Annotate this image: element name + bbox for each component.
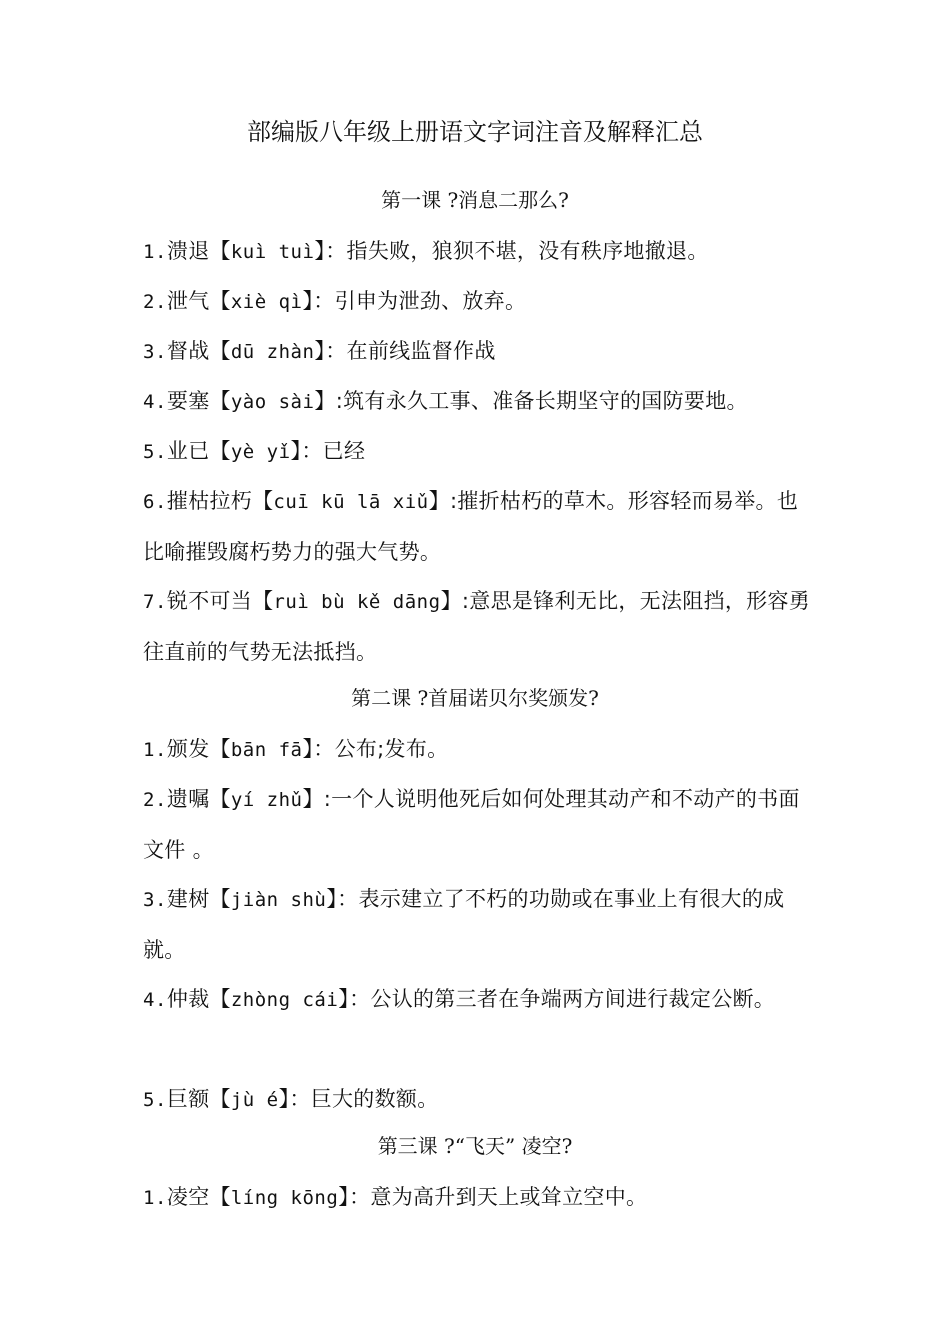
entry-pinyin: xiè qì bbox=[230, 291, 303, 313]
entry-word: 遗嘱 bbox=[166, 787, 210, 811]
entry-word: 锐不可当 bbox=[166, 589, 253, 613]
entry-pinyin: jiàn shù bbox=[230, 889, 327, 911]
entry-separator: ： bbox=[325, 339, 347, 363]
entry-separator: ： bbox=[337, 887, 359, 911]
vocab-entry: 5.业已【yè yǐ】：已经 bbox=[143, 439, 366, 463]
entry-number: 2. bbox=[143, 291, 167, 313]
entry-word: 业已 bbox=[166, 439, 210, 463]
entry-separator: ： bbox=[325, 239, 347, 263]
entry-pinyin: kuì tuì bbox=[230, 241, 315, 263]
entry-separator: : bbox=[461, 589, 470, 613]
vocab-entry: 2.遗嘱【yí zhǔ】:一个人说明他死后如何处理其动产和不动产的书面文件 。 bbox=[143, 787, 800, 862]
entry-definition: 意思是锋利无比，无法阻挡，形容勇往直前的气势无法抵挡。 bbox=[143, 589, 811, 664]
entry-definition: 引申为泄劲、放弃。 bbox=[334, 289, 527, 313]
section-title-lesson-2: 第二课 ?首届诺贝尔奖颁发? bbox=[351, 686, 599, 710]
entry-number: 1. bbox=[143, 241, 167, 263]
vocab-entry: 1.溃退【kuì tuì】：指失败，狼狈不堪，没有秩序地撤退。 bbox=[143, 239, 709, 263]
entry-number: 3. bbox=[143, 889, 167, 911]
entry-definition: 意为高升到天上或耸立空中。 bbox=[370, 1185, 648, 1209]
entry-word: 仲裁 bbox=[166, 987, 210, 1011]
entry-number: 7. bbox=[143, 591, 167, 613]
entry-separator: ： bbox=[313, 737, 335, 761]
entry-word: 颁发 bbox=[166, 737, 210, 761]
entry-definition: 已经 bbox=[322, 439, 366, 463]
entry-definition: 在前线监督作战 bbox=[346, 339, 496, 363]
entry-pinyin: yào sài bbox=[230, 391, 315, 413]
vocab-entry: 4.要塞【yào sài】:筑有永久工事、准备长期坚守的国防要地。 bbox=[143, 389, 748, 413]
vocab-entry: 2.泄气【xiè qì】：引申为泄劲、放弃。 bbox=[143, 289, 527, 313]
vocab-entry: 1.凌空【líng kōng】：意为高升到天上或耸立空中。 bbox=[143, 1185, 648, 1209]
vocab-entry: 5.巨额【jù é】：巨大的数额。 bbox=[143, 1087, 439, 1111]
entry-definition: 指失败，狼狈不堪，没有秩序地撤退。 bbox=[346, 239, 709, 263]
section-title-lesson-1: 第一课 ?消息二那么? bbox=[381, 188, 569, 212]
entry-separator: ： bbox=[349, 987, 371, 1011]
entry-definition: 表示建立了不朽的功勋或在事业上有很大的成就。 bbox=[143, 887, 785, 962]
vocab-entry: 3.建树【jiàn shù】：表示建立了不朽的功勋或在事业上有很大的成就。 bbox=[143, 887, 785, 962]
entry-definition: 巨大的数额。 bbox=[310, 1087, 439, 1111]
entry-pinyin: jù é bbox=[230, 1089, 279, 1111]
entry-definition: 公布;发布。 bbox=[334, 737, 449, 761]
entry-word: 督战 bbox=[166, 339, 210, 363]
entry-word: 巨额 bbox=[166, 1087, 210, 1111]
entry-separator: : bbox=[335, 389, 344, 413]
entry-number: 2. bbox=[143, 789, 167, 811]
entry-separator: ： bbox=[313, 289, 335, 313]
entry-word: 建树 bbox=[166, 887, 210, 911]
entry-separator: ： bbox=[301, 439, 323, 463]
entry-pinyin: yí zhǔ bbox=[230, 789, 303, 811]
entry-pinyin: dū zhàn bbox=[230, 341, 315, 363]
entry-definition: 筑有永久工事、准备长期坚守的国防要地。 bbox=[343, 389, 748, 413]
entry-separator: : bbox=[449, 489, 458, 513]
entry-separator: ： bbox=[349, 1185, 371, 1209]
entry-word: 摧枯拉朽 bbox=[166, 489, 253, 513]
entry-number: 1. bbox=[143, 739, 167, 761]
vocab-entry: 1.颁发【bān fā】：公布;发布。 bbox=[143, 737, 449, 761]
entry-pinyin: zhòng cái bbox=[230, 989, 339, 1011]
entry-number: 4. bbox=[143, 989, 167, 1011]
document-title: 部编版八年级上册语文字词注音及解释汇总 bbox=[247, 118, 703, 146]
entry-word: 要塞 bbox=[166, 389, 210, 413]
entry-word: 泄气 bbox=[166, 289, 210, 313]
entry-pinyin: líng kōng bbox=[230, 1187, 339, 1209]
section-title-lesson-3: 第三课 ?“飞天” 凌空? bbox=[377, 1134, 573, 1158]
vocab-entry: 3.督战【dū zhàn】：在前线监督作战 bbox=[143, 339, 496, 363]
entry-number: 4. bbox=[143, 391, 167, 413]
entry-pinyin: bān fā bbox=[230, 739, 303, 761]
entry-number: 6. bbox=[143, 491, 167, 513]
entry-number: 5. bbox=[143, 1089, 167, 1111]
entry-separator: : bbox=[323, 787, 332, 811]
vocab-entry: 7.锐不可当【ruì bù kě dāng】:意思是锋利无比，无法阻挡，形容勇往直前的气势无法抵挡。 bbox=[143, 589, 811, 664]
vocab-entry: 6.摧枯拉朽【cuī kū lā xiǔ】:摧折枯朽的草木。形容轻而易举。也比喻摧毁腐朽势力的强大气势。 bbox=[143, 489, 799, 564]
entry-pinyin: cuī kū lā xiǔ bbox=[273, 491, 429, 513]
entry-definition: 公认的第三者在争端两方间进行裁定公断。 bbox=[370, 987, 776, 1011]
entry-word: 凌空 bbox=[166, 1185, 210, 1209]
entry-word: 溃退 bbox=[166, 239, 210, 263]
entry-definition: 摧折枯朽的草木。形容轻而易举。也比喻摧毁腐朽势力的强大气势。 bbox=[143, 489, 799, 564]
entry-pinyin: ruì bù kě dāng bbox=[273, 591, 441, 613]
entry-definition: 一个人说明他死后如何处理其动产和不动产的书面文件 。 bbox=[143, 787, 800, 862]
entry-number: 3. bbox=[143, 341, 167, 363]
entry-separator: ： bbox=[289, 1087, 311, 1111]
vocab-entry: 4.仲裁【zhòng cái】：公认的第三者在争端两方间进行裁定公断。 bbox=[143, 987, 776, 1011]
entry-number: 1. bbox=[143, 1187, 167, 1209]
entry-pinyin: yè yǐ bbox=[230, 441, 291, 463]
entry-number: 5. bbox=[143, 441, 167, 463]
